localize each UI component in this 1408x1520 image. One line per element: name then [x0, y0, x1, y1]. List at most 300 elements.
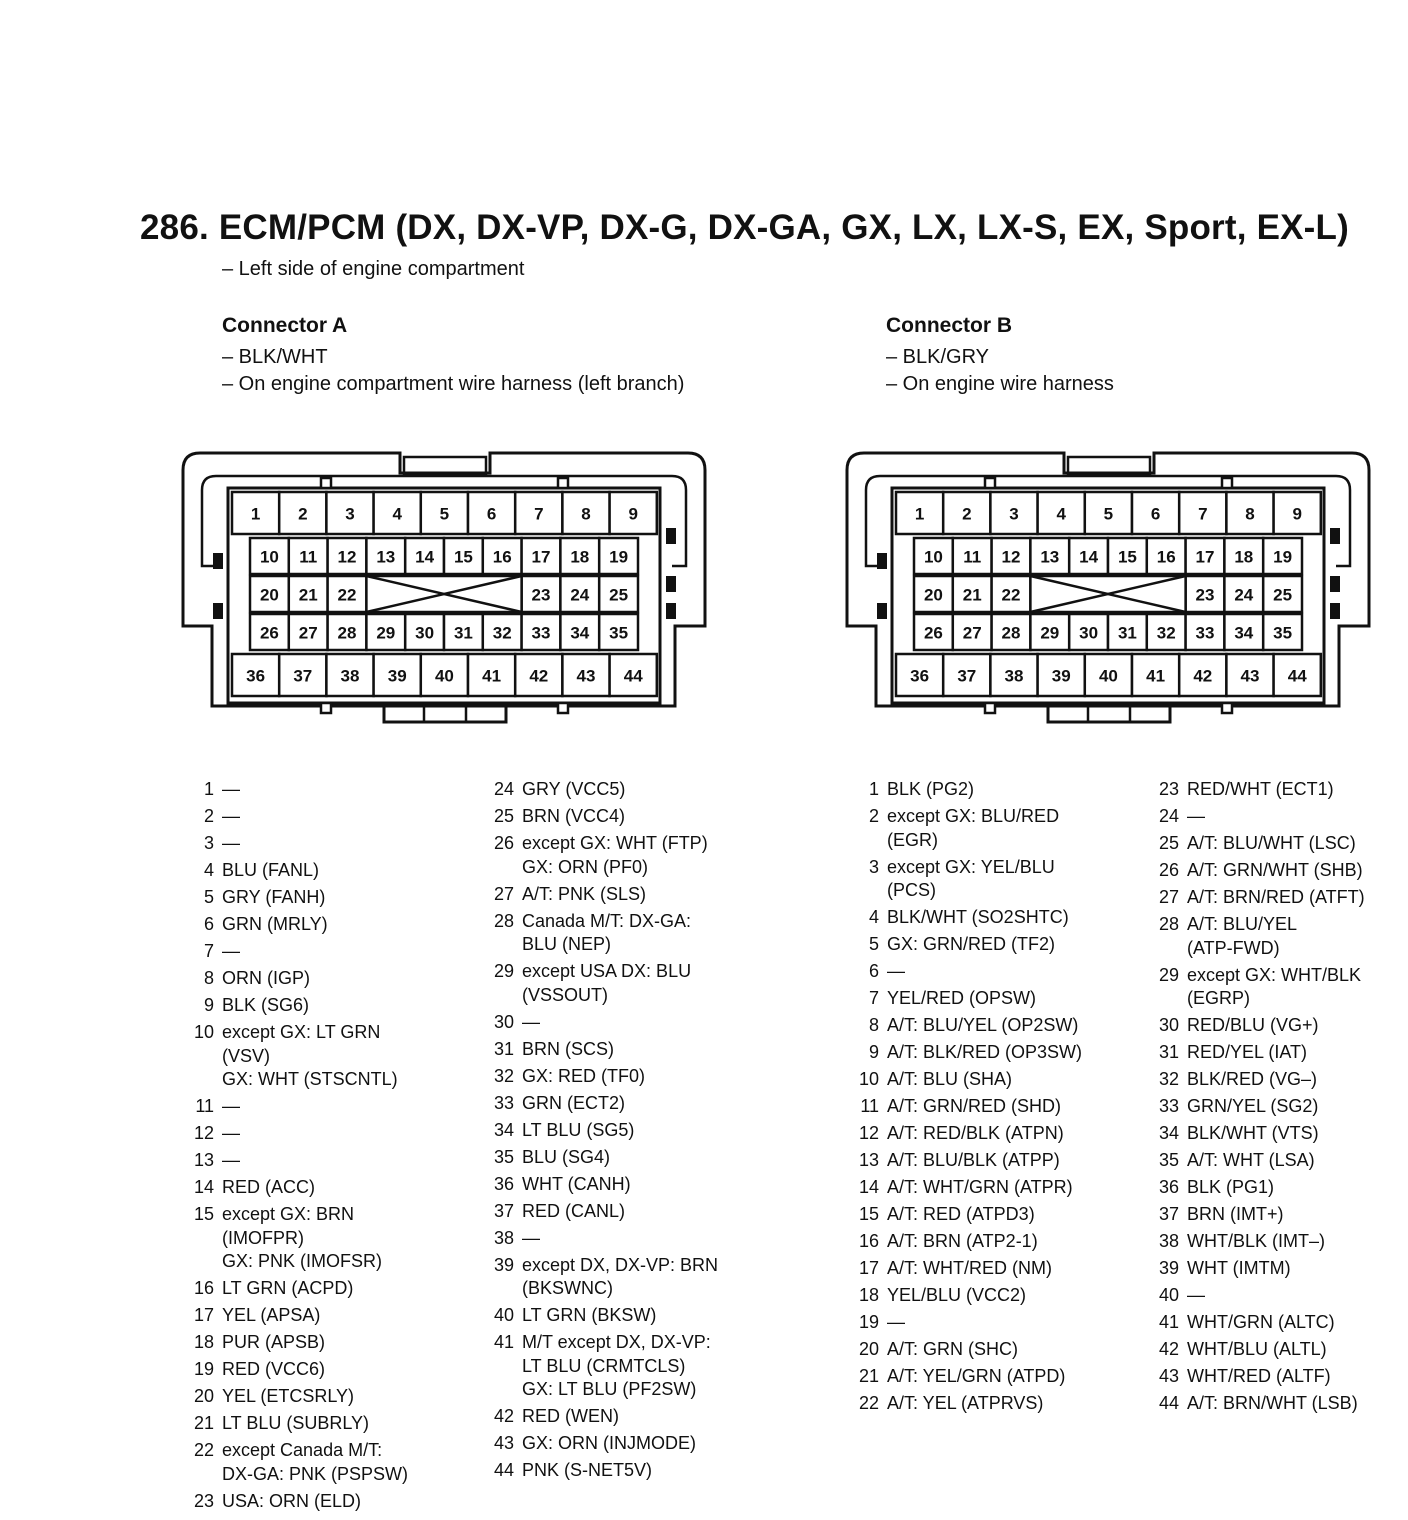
connector-a-color-note: – BLK/WHT [222, 346, 328, 368]
pin-description: A/T: BLK/RED (OP3SW) [887, 1042, 1083, 1062]
pin-description: Canada M/T: DX-GA: BLU (NEP) [522, 910, 692, 954]
pin-label: 25 [1273, 585, 1293, 605]
pin-label: 13 [376, 547, 396, 567]
pin-number: 18 [193, 1332, 214, 1352]
pin-entry [1153, 886, 1403, 910]
pin-entry [853, 1284, 1143, 1308]
pin-label: 35 [609, 623, 629, 643]
pin-label: 37 [957, 666, 977, 686]
pin-number: 44 [1158, 1393, 1179, 1413]
pin-number: 16 [858, 1231, 879, 1251]
connector-key-peg [321, 703, 331, 713]
pin-entry [1153, 1392, 1403, 1416]
connector-b-harness-note: – On engine wire harness [886, 373, 1114, 395]
pin-number: 19 [858, 1312, 879, 1332]
pin-entry [488, 1432, 778, 1456]
pin-entry [1153, 859, 1403, 883]
pin-description: A/T: GRN (SHC) [887, 1339, 1019, 1359]
pin-entry [188, 805, 458, 829]
pin-entry [188, 1304, 458, 1328]
pin-label: 10 [259, 547, 279, 567]
pin-entry [1153, 964, 1403, 1011]
pin-number: 5 [203, 887, 214, 907]
pin-description: except GX: WHT/BLK (EGRP) [1187, 964, 1362, 1008]
pin-label: 7 [534, 504, 544, 524]
pin-entry [853, 1365, 1143, 1389]
pin-label: 15 [453, 547, 473, 567]
pin-entry [488, 1038, 778, 1062]
pin-entry [188, 1122, 458, 1146]
pin-entry [1153, 1068, 1403, 1092]
connector-b-diagram [842, 448, 1377, 726]
pin-entry [853, 1338, 1143, 1362]
pin-label: 5 [439, 504, 450, 524]
pin-label: 30 [415, 623, 435, 643]
pin-description: PUR (APSB) [222, 1332, 326, 1352]
connector-side-tab [1330, 576, 1340, 592]
pin-label: 7 [1198, 504, 1208, 524]
pin-description: RED/WHT (ECT1) [1187, 779, 1334, 799]
pin-number: 34 [493, 1119, 514, 1140]
pin-description: — [222, 1150, 240, 1170]
pin-number: 7 [203, 941, 214, 961]
pin-label: 9 [628, 504, 638, 524]
pin-description: — [222, 941, 240, 961]
pin-number: 28 [493, 910, 514, 931]
pin-label: 13 [1040, 547, 1060, 567]
pin-number: 28 [1158, 914, 1179, 934]
pin-entry [1153, 1176, 1403, 1200]
pin-description: RED (WEN) [522, 1406, 619, 1426]
pin-number: 39 [493, 1254, 514, 1275]
pin-number: 13 [193, 1150, 214, 1170]
pin-number: 26 [1158, 860, 1179, 880]
pin-label: 4 [392, 504, 402, 524]
pin-number: 11 [860, 1096, 879, 1116]
pin-number: 27 [493, 883, 514, 904]
pin-description: LT GRN (BKSW) [522, 1305, 657, 1325]
connector-key-peg [558, 478, 568, 488]
connector-side-tab [877, 553, 887, 569]
pin-description: YEL/RED (OPSW) [887, 988, 1037, 1008]
pin-number: 37 [493, 1200, 514, 1221]
pin-number: 38 [493, 1227, 514, 1248]
pin-description: A/T: BLU/YEL (OP2SW) [887, 1015, 1079, 1035]
pin-number: 36 [1158, 1177, 1179, 1197]
pin-description: BLK (SG6) [222, 995, 310, 1015]
pin-number: 17 [858, 1258, 879, 1278]
pin-label: 38 [1004, 666, 1024, 686]
pin-entry [853, 960, 1143, 984]
pin-description: A/T: RED/BLK (ATPN) [887, 1123, 1064, 1143]
pin-entry [853, 1149, 1143, 1173]
pin-label: 42 [529, 666, 549, 686]
pin-number: 3 [203, 833, 214, 853]
pin-description: A/T: PNK (SLS) [522, 883, 647, 904]
pin-entry [853, 1392, 1143, 1416]
pin-description: — [887, 961, 905, 981]
pin-label: 5 [1103, 504, 1114, 524]
pin-label: 27 [962, 623, 982, 643]
pin-label: 4 [1056, 504, 1066, 524]
pin-entry [488, 1331, 778, 1402]
pin-label: 9 [1292, 504, 1302, 524]
pin-number: 12 [858, 1123, 879, 1143]
pin-number: 9 [203, 995, 214, 1015]
pin-description: USA: ORN (ELD) [222, 1490, 362, 1511]
pin-label: 34 [570, 623, 590, 643]
pin-entry [188, 1203, 458, 1274]
pin-label: 6 [1150, 504, 1161, 524]
pin-description: GX: RED (TF0) [522, 1065, 646, 1086]
pin-entry [853, 1257, 1143, 1281]
pin-number: 7 [868, 988, 879, 1008]
pin-number: 18 [858, 1285, 879, 1305]
pin-entry [188, 940, 458, 964]
pin-label: 1 [250, 504, 261, 524]
pin-entry [1153, 1041, 1403, 1065]
pin-description: A/T: WHT/GRN (ATPR) [887, 1177, 1073, 1197]
pin-description: GX: ORN (INJMODE) [522, 1433, 696, 1453]
pin-number: 30 [1158, 1015, 1179, 1035]
pin-description: RED (CANL) [522, 1200, 626, 1221]
pin-entry [188, 1176, 458, 1200]
pin-entry [188, 1412, 458, 1436]
pin-entry [1153, 1311, 1403, 1335]
pin-label: 16 [1156, 547, 1176, 567]
pin-entry [188, 1490, 458, 1514]
pin-number: 26 [493, 833, 514, 853]
pin-entry [1153, 1257, 1403, 1281]
pin-entry [1153, 1014, 1403, 1038]
pin-entry [853, 1068, 1143, 1092]
pin-number: 33 [493, 1092, 514, 1113]
pin-label: 28 [1001, 623, 1021, 643]
pin-entry [853, 1230, 1143, 1254]
pin-label: 16 [492, 547, 512, 567]
pin-number: 24 [493, 779, 514, 799]
pin-label: 12 [337, 547, 357, 567]
pin-description: RED (VCC6) [222, 1359, 326, 1379]
connector-a-diagram [178, 448, 713, 726]
connector-b-title: Connector B [886, 314, 1012, 337]
pin-label: 37 [293, 666, 313, 686]
pin-entry [853, 933, 1143, 957]
pin-description: BLK/WHT (VTS) [1187, 1123, 1319, 1143]
pin-number: 41 [1158, 1312, 1179, 1332]
pin-number: 44 [493, 1460, 514, 1480]
pin-number: 14 [858, 1177, 879, 1197]
connector-a-harness-note: – On engine compartment wire harness (left branch) [222, 373, 685, 395]
pin-description: BRN (VCC4) [522, 806, 626, 826]
pin-entry [853, 1095, 1143, 1119]
pin-label: 23 [531, 585, 551, 605]
pin-number: 15 [858, 1204, 879, 1224]
pin-number: 37 [1158, 1204, 1179, 1224]
pin-description: A/T: BLU/BLK (ATPP) [887, 1150, 1060, 1170]
pin-label: 26 [259, 623, 279, 643]
pin-number: 20 [193, 1386, 214, 1406]
pin-number: 32 [1158, 1069, 1179, 1089]
pin-label: 43 [1240, 666, 1260, 686]
pin-entry [1153, 1284, 1403, 1308]
pin-label: 17 [531, 547, 551, 567]
pin-entry [188, 913, 458, 937]
pin-label: 2 [298, 504, 308, 524]
connector-a-pin-list-1 [188, 778, 458, 1517]
pin-entry [188, 967, 458, 991]
pin-number: 24 [1158, 806, 1179, 826]
pin-number: 12 [193, 1123, 214, 1143]
pin-number: 8 [868, 1015, 879, 1035]
pin-entry [1153, 832, 1403, 856]
connector-side-tab [1330, 603, 1340, 619]
pin-label: 23 [1195, 585, 1215, 605]
pin-description: A/T: YEL/GRN (ATPD) [887, 1366, 1066, 1386]
pin-entry [188, 832, 458, 856]
pin-label: 12 [1001, 547, 1021, 567]
pin-label: 28 [337, 623, 357, 643]
pin-label: 41 [482, 666, 502, 686]
pin-description: except GX: BLU/RED (EGR) [887, 806, 1060, 850]
pin-entry [488, 1227, 778, 1251]
pin-description: A/T: BRN (ATP2-1) [887, 1231, 1038, 1251]
pin-description: A/T: BLU/WHT (LSC) [1187, 833, 1356, 853]
connector-key-peg [985, 478, 995, 488]
pin-description: A/T: BRN/RED (ATFT) [1187, 887, 1365, 907]
pin-entry [853, 1176, 1143, 1200]
pin-description: GRY (FANH) [222, 887, 326, 907]
pin-number: 21 [858, 1366, 879, 1386]
pin-label: 3 [345, 504, 355, 524]
pin-label: 43 [576, 666, 596, 686]
pin-label: 8 [581, 504, 591, 524]
pin-description: A/T: YEL (ATPRVS) [887, 1393, 1044, 1413]
pin-description: BRN (SCS) [522, 1038, 615, 1059]
connector-a-title: Connector A [222, 314, 348, 337]
pin-label: 17 [1195, 547, 1215, 567]
pin-description: — [887, 1312, 905, 1332]
pin-number: 32 [493, 1065, 514, 1086]
pin-description: A/T: BLU (SHA) [887, 1069, 1013, 1089]
pin-entry [188, 1385, 458, 1409]
pin-entry [488, 960, 778, 1007]
pin-label: 1 [914, 504, 925, 524]
pin-label: 10 [923, 547, 943, 567]
pin-entry [1153, 1230, 1403, 1254]
pin-number: 31 [493, 1038, 514, 1059]
pin-number: 25 [493, 806, 514, 826]
pin-number: 1 [868, 779, 879, 799]
pin-number: 35 [1158, 1150, 1179, 1170]
pin-label: 40 [434, 666, 454, 686]
connector-key-peg [985, 703, 995, 713]
pin-number: 10 [858, 1069, 879, 1089]
pin-description: RED/YEL (IAT) [1187, 1042, 1308, 1062]
pin-label: 40 [1098, 666, 1118, 686]
pin-entry [853, 1041, 1143, 1065]
pin-label: 20 [259, 585, 279, 605]
pin-entry [188, 994, 458, 1018]
pin-number: 3 [868, 856, 879, 877]
pin-number: 14 [193, 1177, 214, 1197]
pin-entry [1153, 1122, 1403, 1146]
pin-entry [1153, 1365, 1403, 1389]
pin-label: 27 [298, 623, 318, 643]
pin-entry [1153, 778, 1403, 802]
pin-label: 8 [1245, 504, 1255, 524]
pin-description: A/T: RED (ATPD3) [887, 1204, 1035, 1224]
pin-description: except GX: LT GRN (VSV) GX: WHT (STSCNTL) [222, 1022, 398, 1089]
pin-description: A/T: WHT/RED (NM) [887, 1258, 1052, 1278]
pin-label: 36 [246, 666, 266, 686]
pin-label: 33 [1195, 623, 1215, 643]
pin-number: 29 [1158, 964, 1179, 985]
pin-entry [488, 805, 778, 829]
pin-entry [188, 859, 458, 883]
pin-label: 14 [415, 547, 435, 567]
connector-key-peg [1222, 478, 1232, 488]
connector-side-tab [666, 576, 676, 592]
pin-number: 2 [868, 806, 879, 826]
pin-description: WHT/GRN (ALTC) [1187, 1312, 1335, 1332]
pin-label: 26 [923, 623, 943, 643]
pin-number: 6 [203, 914, 214, 934]
pin-number: 40 [1158, 1285, 1179, 1305]
pin-number: 4 [203, 860, 214, 880]
connector-b-pin-list-1 [853, 778, 1143, 1419]
pin-number: 8 [203, 968, 214, 988]
pin-entry [488, 883, 778, 907]
connector-side-tab [213, 603, 223, 619]
connector-side-tab [1330, 528, 1340, 544]
pin-entry [188, 1331, 458, 1355]
pin-description: A/T: GRN/RED (SHD) [887, 1096, 1062, 1116]
pin-number: 43 [493, 1433, 514, 1453]
pin-number: 42 [493, 1406, 514, 1426]
pin-number: 42 [1158, 1339, 1179, 1359]
pin-label: 25 [609, 585, 629, 605]
pin-entry [488, 1011, 778, 1035]
pin-entry [1153, 1149, 1403, 1173]
pin-label: 31 [1117, 623, 1137, 643]
pin-description: WHT (IMTM) [1187, 1258, 1291, 1278]
pin-label: 35 [1273, 623, 1293, 643]
pin-label: 44 [1287, 666, 1307, 686]
pin-label: 20 [923, 585, 943, 605]
pin-description: A/T: BRN/WHT (LSB) [1187, 1393, 1358, 1413]
pin-description: except Canada M/T: DX-GA: PNK (PSPSW) [222, 1440, 409, 1484]
pin-description: A/T: GRN/WHT (SHB) [1187, 860, 1363, 880]
pin-entry [488, 1065, 778, 1089]
pin-entry [488, 910, 778, 957]
pin-number: 41 [493, 1332, 514, 1352]
pin-description: M/T except DX, DX-VP: LT BLU (CRMTCLS) GX: LT BLU (PF2SW) [522, 1332, 711, 1399]
pin-label: 3 [1009, 504, 1019, 524]
pin-description: LT BLU (SG5) [522, 1119, 635, 1140]
pin-entry [1153, 913, 1403, 960]
pin-number: 22 [858, 1393, 879, 1413]
pin-number: 16 [193, 1278, 214, 1298]
pin-label: 11 [299, 547, 318, 567]
pin-label: 29 [1040, 623, 1060, 643]
pin-description: RED (ACC) [222, 1177, 315, 1197]
pin-entry [853, 1311, 1143, 1335]
pin-description: WHT/BLU (ALTL) [1187, 1339, 1327, 1359]
pin-description: GRN (ECT2) [522, 1092, 625, 1113]
pin-number: 19 [193, 1359, 214, 1379]
pin-entry [853, 906, 1143, 930]
pin-label: 11 [963, 547, 982, 567]
pin-label: 2 [962, 504, 972, 524]
pin-description: GRN (MRLY) [222, 914, 328, 934]
pin-entry [188, 1358, 458, 1382]
pin-entry [488, 1092, 778, 1116]
pin-number: 17 [193, 1305, 214, 1325]
pin-label: 19 [609, 547, 629, 567]
pin-number: 36 [493, 1173, 514, 1194]
pin-label: 15 [1117, 547, 1137, 567]
pin-label: 22 [337, 585, 357, 605]
pin-number: 22 [193, 1440, 214, 1460]
pin-number: 30 [493, 1011, 514, 1032]
pin-label: 24 [1234, 585, 1254, 605]
pin-description: BRN (IMT+) [1187, 1204, 1284, 1224]
pin-description: WHT/BLK (IMT–) [1187, 1231, 1325, 1251]
pin-number: 1 [203, 779, 214, 799]
pin-label: 29 [376, 623, 396, 643]
pin-number: 23 [193, 1490, 214, 1511]
pin-number: 4 [868, 907, 879, 927]
pin-description: LT BLU (SUBRLY) [222, 1413, 370, 1433]
page-title: 286. ECM/PCM (DX, DX-VP, DX-G, DX-GA, GX, LX, LX-S, EX, Sport, EX-L) [140, 208, 1349, 247]
pin-number: 31 [1158, 1042, 1179, 1062]
pin-entry [488, 1304, 778, 1328]
location-note: – Left side of engine compartment [222, 258, 525, 280]
connector-b-color-note: – BLK/GRY [886, 346, 990, 368]
pin-label: 18 [1234, 547, 1254, 567]
pin-description: — [222, 806, 240, 826]
pin-description: WHT/RED (ALTF) [1187, 1366, 1331, 1386]
pin-entry [853, 805, 1143, 852]
pin-number: 15 [193, 1204, 214, 1224]
pin-entry [188, 886, 458, 910]
pin-description: BLU (SG4) [522, 1146, 611, 1167]
pin-description: YEL (APSA) [222, 1305, 321, 1325]
pin-number: 35 [493, 1146, 514, 1167]
connector-b-pin-list-2 [1153, 778, 1403, 1419]
pin-description: except DX, DX-VP: BRN (BKSWNC) [522, 1254, 719, 1298]
pin-description: LT GRN (ACPD) [222, 1278, 354, 1298]
pin-entry [853, 1014, 1143, 1038]
pin-label: 41 [1146, 666, 1166, 686]
connector-key-peg [1222, 703, 1232, 713]
pin-description: except GX: BRN (IMOFPR) GX: PNK (IMOFSR) [222, 1204, 383, 1271]
pin-entry [853, 987, 1143, 1011]
pin-entry [1153, 1338, 1403, 1362]
pin-number: 38 [1158, 1231, 1179, 1251]
pin-entry [1153, 1203, 1403, 1227]
pin-entry [488, 1119, 778, 1143]
pin-label: 18 [570, 547, 590, 567]
pin-description: — [222, 833, 240, 853]
pin-entry [488, 1459, 778, 1483]
pin-description: except GX: WHT (FTP) GX: ORN (PF0) [522, 833, 708, 877]
pin-label: 42 [1193, 666, 1213, 686]
pin-entry [188, 778, 458, 802]
pin-label: 36 [910, 666, 930, 686]
pin-description: BLK (PG2) [887, 779, 975, 799]
